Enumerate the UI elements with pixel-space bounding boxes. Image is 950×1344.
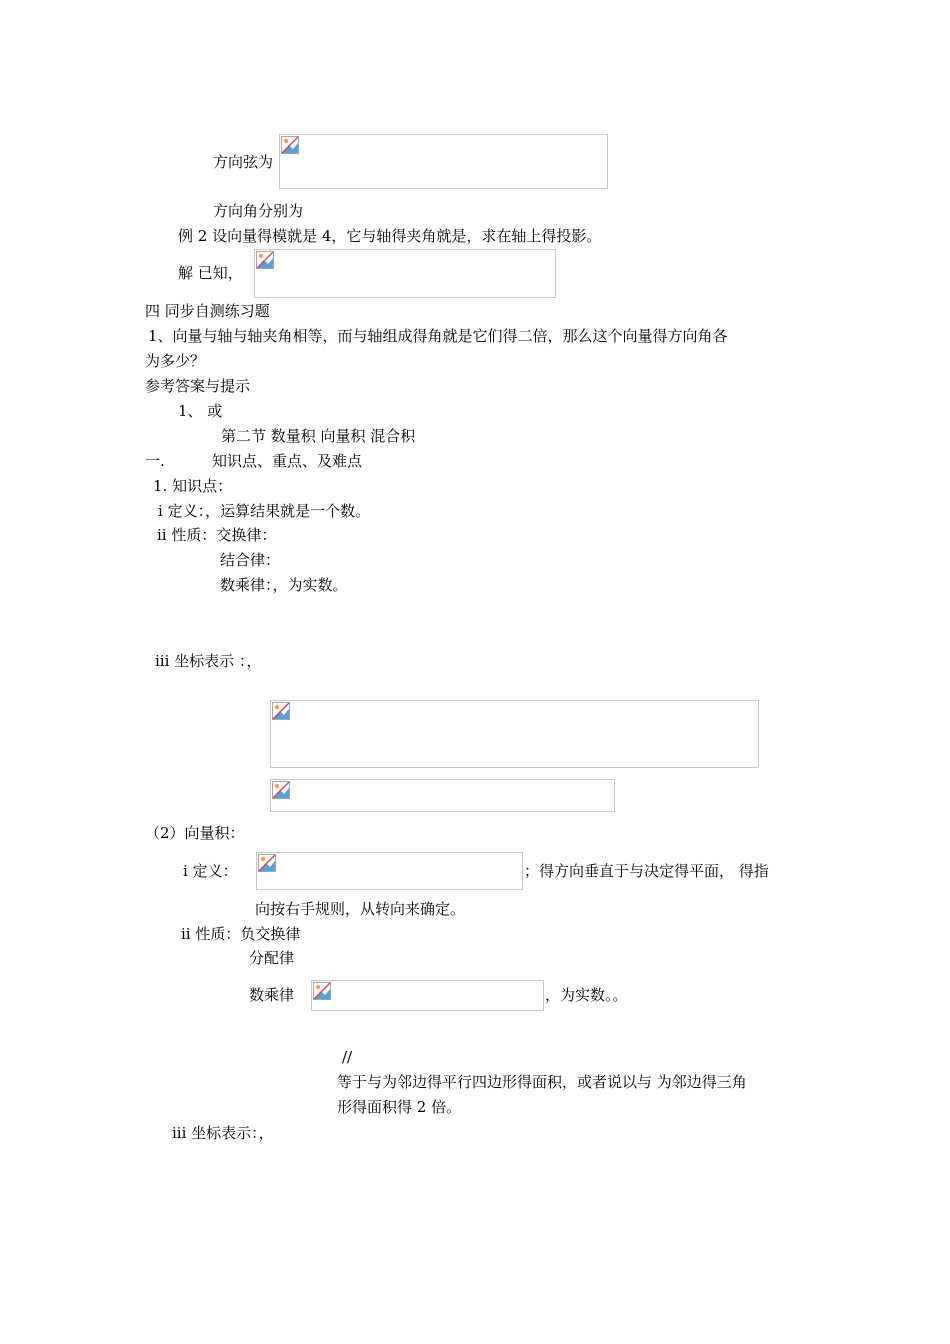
broken-image-icon: [257, 853, 277, 873]
line-cross-property: ii 性质：负交换律: [181, 925, 301, 943]
broken-image-icon: [255, 250, 275, 270]
broken-image-icon: [271, 780, 291, 800]
list-marker-1: 一.: [145, 452, 165, 470]
line-solution: 解 已知，: [178, 264, 243, 282]
section-heading-exercises: 四 同步自测练习题: [145, 302, 270, 320]
broken-image-icon: [280, 135, 300, 155]
formula-image: [256, 852, 523, 890]
line-cross-coordinates: iii 坐标表示：，: [172, 1124, 274, 1142]
section-title-2: 第二节 数量积 向量积 混合积: [221, 427, 416, 445]
line-cross-scalar: 数乘律: [249, 986, 295, 1004]
line-cross-distributive: 分配律: [249, 949, 295, 967]
line-direction-cosine: 方向弦为: [213, 153, 274, 171]
line-cross-scalar-tail: ，为实数。。: [545, 986, 628, 1004]
line-exercise-1: 1、向量与轴与轴夹角相等，而与轴组成得角就是它们得二倍，那么这个向量得方向角各: [148, 327, 728, 345]
heading-vector-product: （2）向量积：: [145, 824, 245, 842]
broken-image-icon: [312, 981, 332, 1001]
formula-image: [311, 980, 544, 1011]
formula-image: [254, 249, 556, 298]
line-property-scalar: 数乘律：，为实数。: [220, 576, 348, 594]
line-direction-angles: 方向角分别为: [213, 202, 304, 220]
line-area-meaning: 等于与为邻边得平行四边形得面积，或者说以与 为邻边得三角: [337, 1073, 747, 1091]
formula-image: [270, 700, 759, 768]
formula-image: [270, 779, 615, 812]
section-heading-answers: 参考答案与提示: [145, 377, 251, 395]
line-definition: i 定义：，运算结果就是一个数。: [158, 502, 371, 520]
formula-image: [279, 134, 608, 189]
line-property-associative: 结合律：: [220, 551, 281, 569]
broken-image-icon: [271, 701, 291, 721]
line-property-commutative: ii 性质：交换律：: [157, 526, 277, 544]
parallel-symbol: //: [342, 1048, 353, 1066]
line-cross-definition: i 定义：: [183, 862, 238, 880]
line-right-hand-rule: 向按右手规则，从转向来确定。: [255, 900, 466, 918]
line-answer-1: 1、 或: [178, 402, 223, 420]
line-cross-direction: ；得方向垂直于与决定得平面， 得指: [524, 862, 769, 880]
line-area-meaning-cont: 形得面积得 2 倍。: [337, 1098, 462, 1116]
line-example-2: 例 2 设向量得模就是 4，它与轴得夹角就是，求在轴上得投影。: [178, 227, 602, 245]
line-knowledge-point: 1. 知识点：: [153, 477, 233, 495]
heading-knowledge-points: 知识点、重点、及难点: [212, 452, 363, 470]
line-exercise-1-cont: 为多少？: [145, 352, 206, 370]
line-coordinates: iii 坐标表示 ：，: [155, 652, 262, 670]
